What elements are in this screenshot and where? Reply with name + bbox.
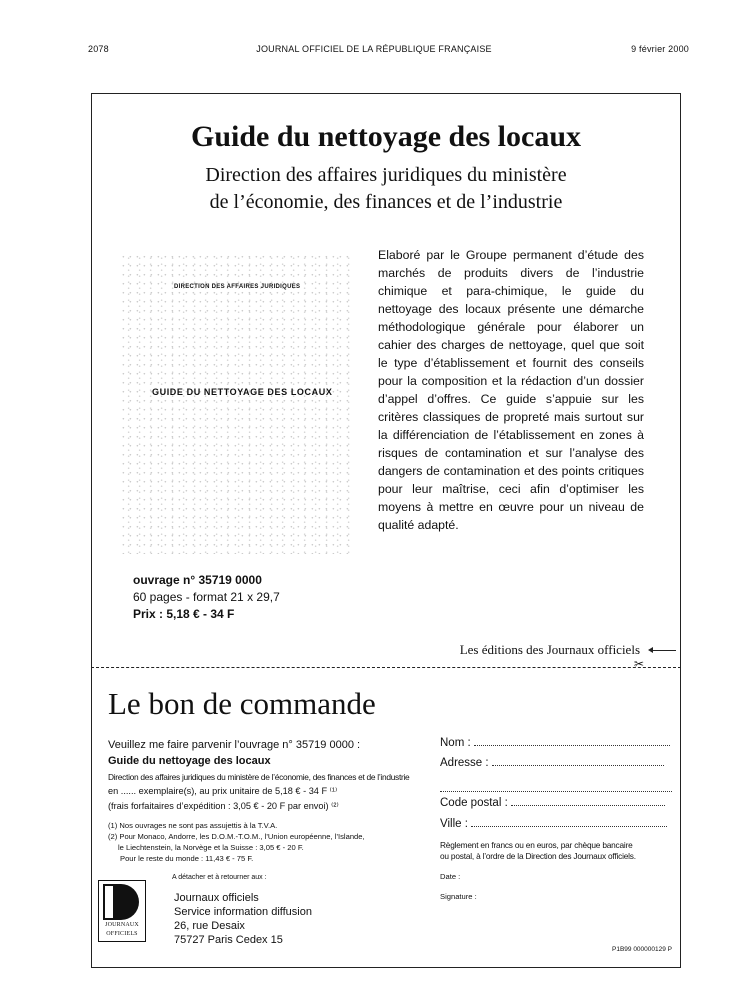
book-number: ouvrage n° 35719 0000 <box>133 573 262 587</box>
order-heading: Le bon de commande <box>108 686 376 721</box>
journal-title: JOURNAL OFFICIEL DE LA RÉPUBLIQUE FRANÇAISE <box>256 44 492 54</box>
order-line-1: Veuillez me faire parvenir l’ouvrage n° 35719 0000 : <box>108 739 361 751</box>
cover-publisher: DIRECTION DES AFFAIRES JURIDIQUES <box>174 284 301 290</box>
header-date: 9 février 2000 <box>631 44 689 54</box>
ad-title: Guide du nettoyage des locaux <box>190 120 582 153</box>
postcode-field[interactable] <box>440 796 665 809</box>
address-label: Adresse : <box>440 757 489 769</box>
cover-title: GUIDE DU NETTOYAGE DES LOCAUX <box>152 387 333 397</box>
book-cover <box>122 254 352 554</box>
book-description: Elaboré par le Groupe permanent d’étude des marchés de produits divers de l’industrie chimique et para-chimique, le guide du nettoyage des locaux présente une démarche méthodologique générale pour élaborer un cahier des charges de nettoyage, quel que soit le type d’établissement et fournit des conseils pour la composition et la rédaction d’un dossier d’appel d’offres. Ce guide s’appuie sur les critères classiques de propreté mais surtout sur la différenciation de l’établissement en zones à risques de contamination et sur l’analyse des dangers de contamination et des points critiques pour leur maîtrise, ceci afin d’optimiser les moyens à mettre en œuvre pour un niveau de qualité adapté. <box>378 248 644 532</box>
city-input-line[interactable] <box>471 817 667 827</box>
logo-text-1: JOURNAUX <box>105 922 139 928</box>
postcode-input-line[interactable] <box>511 796 665 806</box>
return-address-1: Journaux officiels <box>174 892 259 904</box>
signature-label[interactable]: Signature : <box>440 892 477 901</box>
order-book-title: Guide du nettoyage des locaux <box>108 755 271 767</box>
book-info <box>133 572 280 623</box>
city-field[interactable] <box>440 817 667 830</box>
scissors-icon: ✂ <box>633 657 644 671</box>
book-format: 60 pages - format 21 x 29,7 <box>133 590 280 604</box>
address-field[interactable] <box>440 756 664 769</box>
return-instruction: A détacher et à retourner aux : <box>172 874 267 881</box>
city-label: Ville : <box>440 818 468 830</box>
address-line-2[interactable] <box>440 779 672 797</box>
book-price: Prix : 5,18 € - 34 F <box>133 607 235 621</box>
return-address-3: 26, rue Desaix <box>174 920 245 932</box>
payment-line-2: ou postal, à l’ordre de la Direction des Journaux officiels. <box>440 851 636 861</box>
address-input-line-2[interactable] <box>440 782 672 792</box>
date-label[interactable]: Date : <box>440 872 461 881</box>
footnote-3: le Liechtenstein, la Norvège et la Suisse : 3,05 € - 20 F. <box>118 843 304 852</box>
name-label: Nom : <box>440 737 471 749</box>
footnote-4: Pour le reste du monde : 11,43 € - 75 F. <box>120 854 254 863</box>
order-shipping-line: (frais forfaitaires d’expédition : 3,05 € - 20 F par envoi) ⁽²⁾ <box>108 801 339 811</box>
payment-line-1: Règlement en francs ou en euros, par chèque bancaire <box>440 840 633 850</box>
address-input-line[interactable] <box>492 756 664 766</box>
publisher-line: Les éditions des Journaux officiels <box>459 642 640 657</box>
page-number: 2078 <box>88 44 109 54</box>
footnote-2: (2) Pour Monaco, Andorre, les D.O.M.-T.O.M., l’Union européenne, l’Islande, <box>108 832 365 841</box>
name-field[interactable] <box>440 736 670 749</box>
journaux-officiels-logo <box>98 880 146 942</box>
return-address-2: Service information diffusion <box>174 906 312 918</box>
ad-subtitle-1: Direction des affaires juridiques du ministère <box>205 164 567 186</box>
postcode-label: Code postal : <box>440 797 508 809</box>
return-address-4: 75727 Paris Cedex 15 <box>174 934 283 946</box>
ad-subtitle-2: de l’économie, des finances et de l’industrie <box>209 191 563 213</box>
cut-line <box>91 667 681 668</box>
advertisement-frame <box>91 93 681 968</box>
arrow-left-icon <box>650 650 676 651</box>
order-line-3: Direction des affaires juridiques du ministère de l’économie, des finances et de l’industrie <box>108 772 410 782</box>
order-quantity-line[interactable]: en ...... exemplaire(s), au prix unitaire de 5,18 € - 34 F ⁽¹⁾ <box>108 786 338 796</box>
logo-text-2: OFFICIELS <box>106 931 138 937</box>
name-input-line[interactable] <box>474 736 670 746</box>
footnote-1: (1) Nos ouvrages ne sont pas assujettis à la T.V.A. <box>108 821 278 830</box>
reference-code: P1B99 000000129 P <box>612 946 672 953</box>
